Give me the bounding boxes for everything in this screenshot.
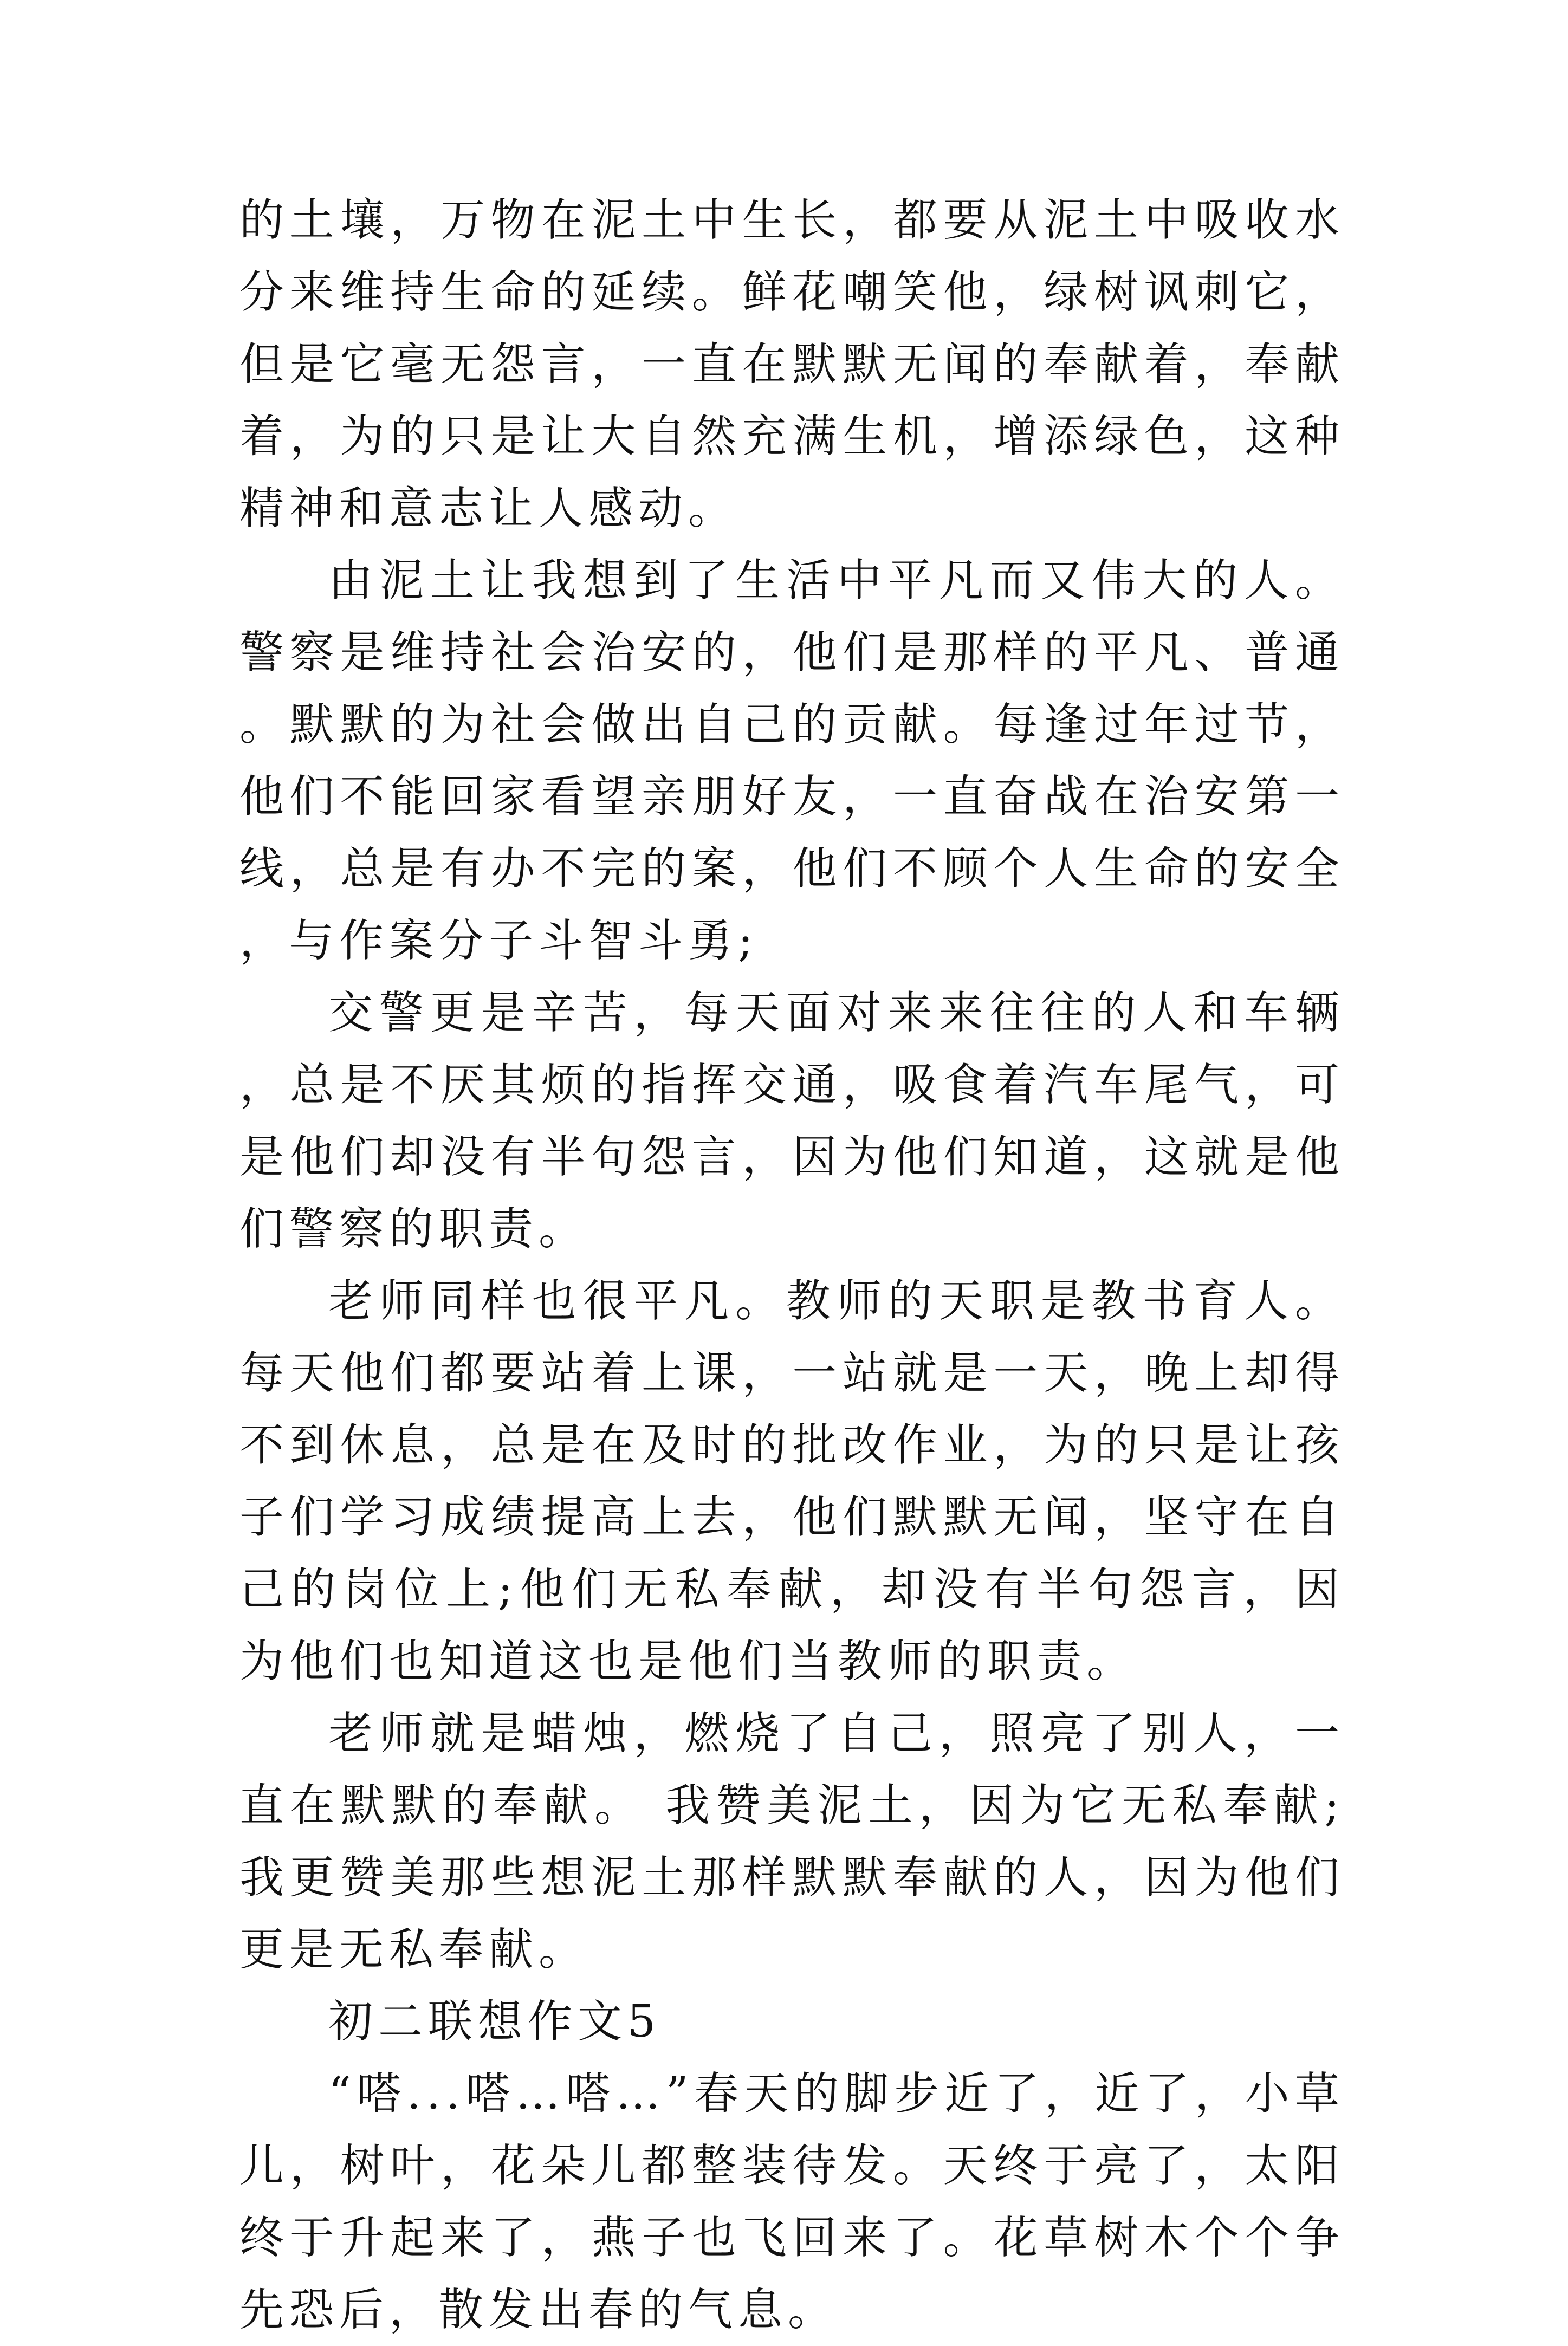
document-body [239, 184, 1345, 2346]
paragraph-police: 由泥土让我想到了生活中平凡而又伟大的人。警察是维持社会治安的，他们是那样的平凡、普通。默默的为社会做出自己的贡献。每逢过年过节，他们不能回家看望亲朋好友，一直奋战在治安第一线，总是有办不完的案，他们不顾个人生命的安全，与作案分子斗智斗勇; [239, 555, 1345, 967]
paragraph-candle: 老师就是蜡烛，燃烧了自己，照亮了别人，一直在默默的奉献。 我赞美泥土，因为它无私奉献;我更赞美那些想泥土那样默默奉献的人，因为他们更是无私奉献。 [239, 1708, 1345, 1975]
paragraph-traffic-police: 交警更是辛苦，每天面对来来往往的人和车辆，总是不厌其烦的指挥交通，吸食着汽车尾气，可是他们却没有半句怨言，因为他们知道，这就是他们警察的职责。 [239, 987, 1345, 1255]
paragraph-teacher: 老师同样也很平凡。教师的天职是教书育人。每天他们都要站着上课，一站就是一天，晚上却得不到休息，总是在及时的批改作业，为的只是让孩子们学习成绩提高上去，他们默默无闻，坚守在自己的岗位上;他们无私奉献，却没有半句怨言，因为他们也知道这也是他们当教师的职责。 [239, 1275, 1345, 1687]
paragraph-continued: 的土壤，万物在泥土中生长，都要从泥土中吸收水分来维持生命的延续。鲜花嘲笑他，绿树讽刺它，但是它毫无怨言，一直在默默无闻的奉献着，奉献着，为的只是让大自然充满生机，增添绿色，这种精神和意志让人感动。 [239, 195, 1345, 534]
essay-heading: 初二联想作文5 [328, 1996, 662, 2047]
paragraph-spring: “嗒...嗒…嗒…”春天的脚步近了，近了，小草儿，树叶，花朵儿都整装待发。天终于亮了，太阳终于升起来了，燕子也飞回来了。花草树木个个争先恐后，散发出春的气息。 [239, 2068, 1345, 2336]
